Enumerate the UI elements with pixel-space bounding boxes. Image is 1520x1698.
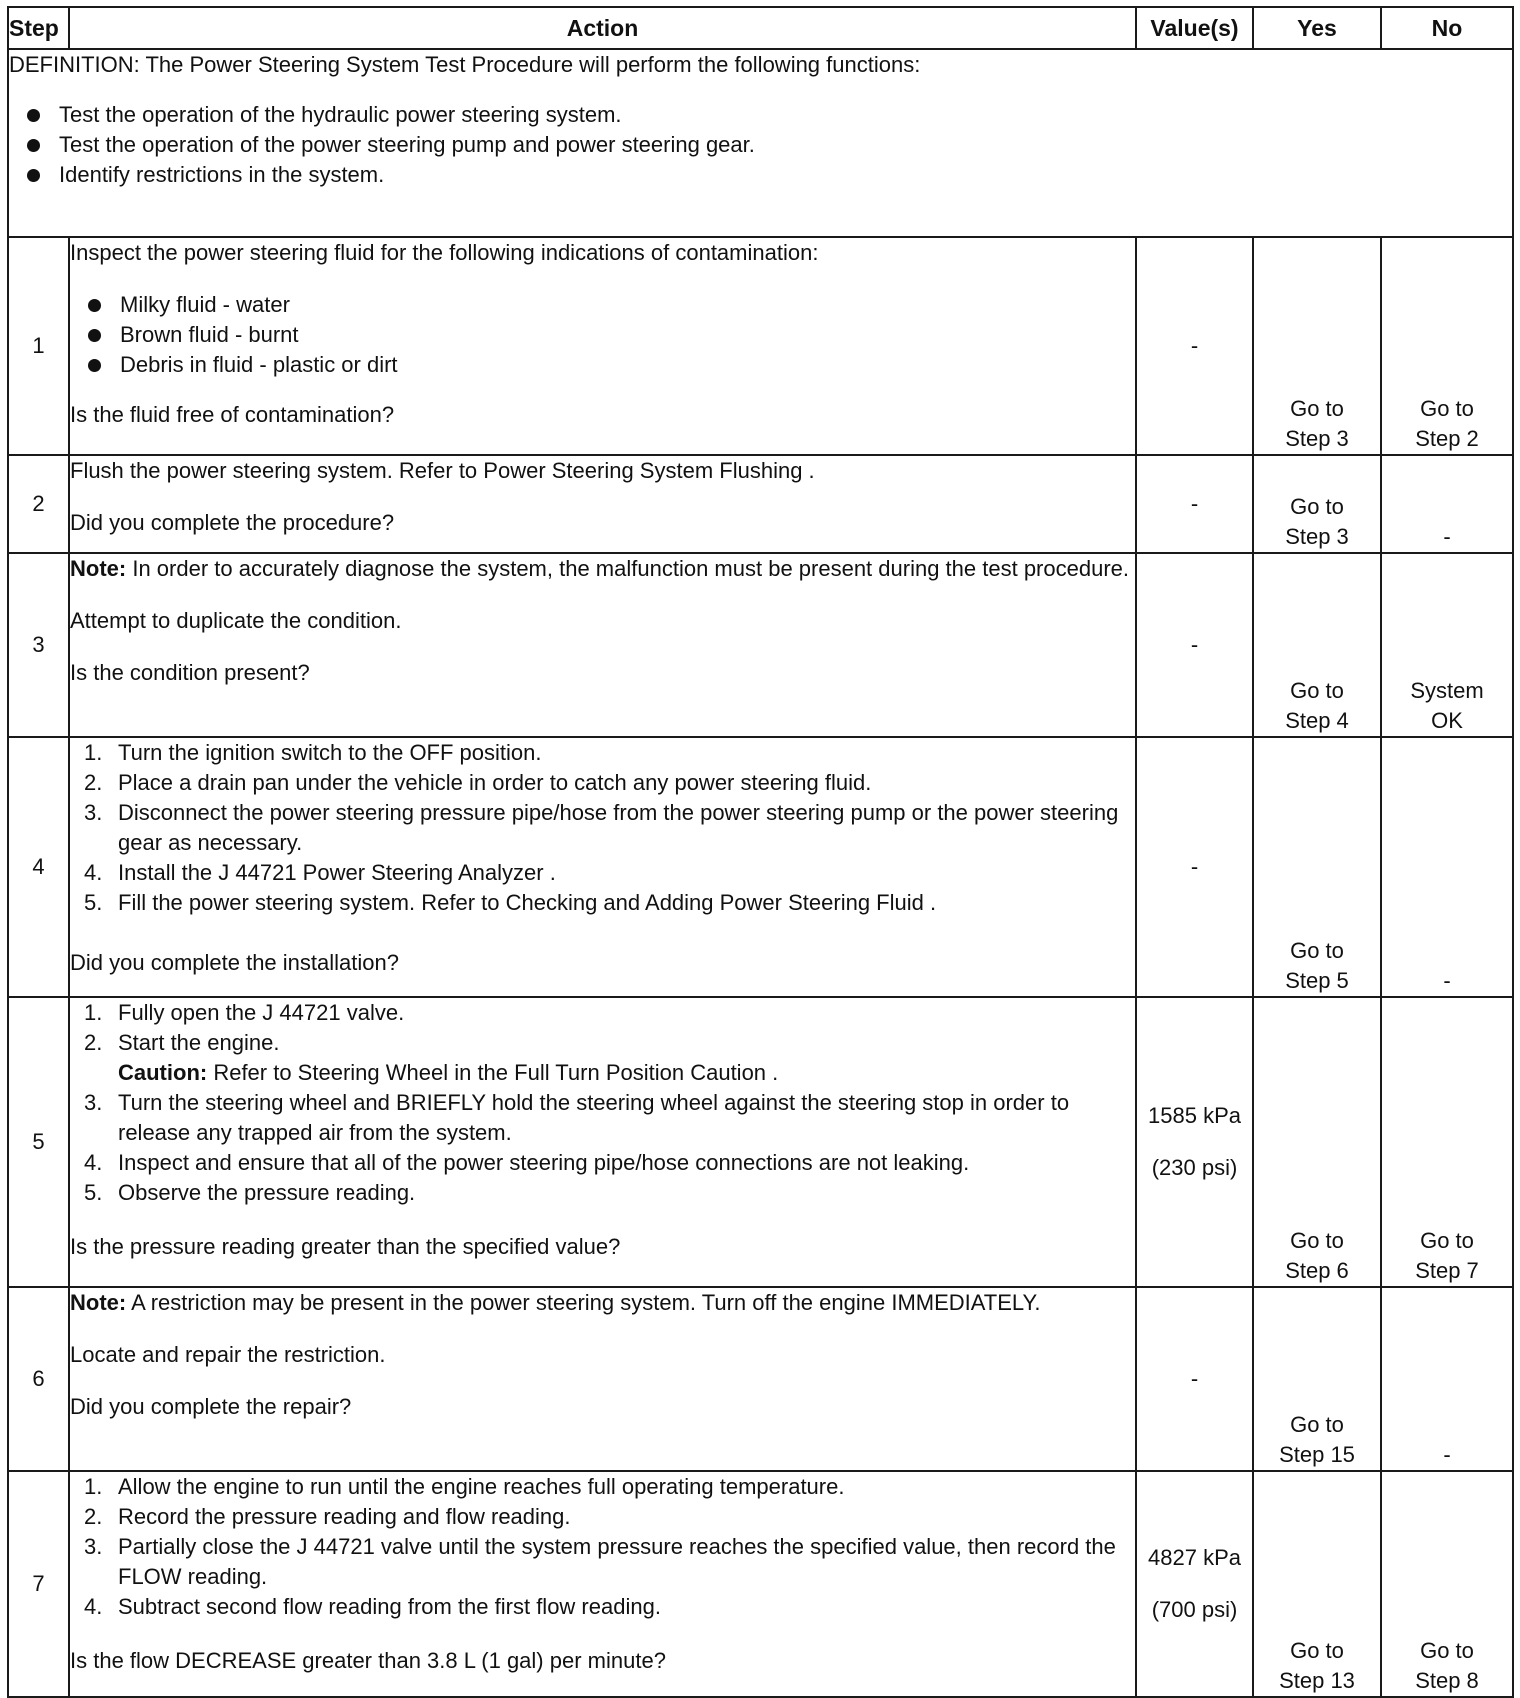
list-number: 2. xyxy=(84,1504,103,1529)
yes-step: Step 3 xyxy=(1285,426,1349,451)
header-values: Value(s) xyxy=(1136,7,1253,49)
question-text: Is the fluid free of contamination? xyxy=(70,402,395,427)
list-text: Inspect and ensure that all of the power steering pipe/hose connections are not leaking. xyxy=(118,1150,970,1175)
yes-step: Step 13 xyxy=(1279,1668,1355,1693)
table-row xyxy=(8,1471,1513,1697)
question-text: Did you complete the installation? xyxy=(70,950,399,975)
no-cell: - xyxy=(1381,737,1513,997)
yes-cell xyxy=(1253,455,1381,553)
action-cell xyxy=(69,237,1136,455)
yes-cell xyxy=(1253,237,1381,455)
list-text: Turn the steering wheel and BRIEFLY hold the steering wheel against the steering stop in order to release any trapped air from the system. xyxy=(118,1090,1070,1145)
list-item: Brown fluid - burnt xyxy=(84,320,1135,350)
note-label: Note: xyxy=(70,1290,127,1315)
yes-step: Step 5 xyxy=(1285,968,1349,993)
list-item xyxy=(84,1028,1135,1088)
header-no: No xyxy=(1381,7,1513,49)
list-number: 4. xyxy=(84,1594,103,1619)
no-step: Step 8 xyxy=(1415,1668,1479,1693)
yes-text: Go to xyxy=(1290,1412,1344,1437)
no-cell xyxy=(1381,1471,1513,1697)
definition-text: DEFINITION: The Power Steering System Test Procedure will perform the following functions: xyxy=(9,52,921,77)
action-cell xyxy=(69,553,1136,737)
yes-text: Go to xyxy=(1290,678,1344,703)
list-number: 3. xyxy=(84,1534,103,1559)
table-row xyxy=(8,553,1513,737)
list-item xyxy=(84,1472,1135,1502)
list-text: Disconnect the power steering pressure pipe/hose from the power steering pump or the power steering gear as necessary. xyxy=(118,800,1119,855)
list-number: 5. xyxy=(84,1180,103,1205)
no-cell xyxy=(1381,997,1513,1287)
step-number: 3 xyxy=(8,553,69,737)
note-paragraph xyxy=(70,1288,1135,1318)
no-cell: - xyxy=(1381,455,1513,553)
action-cell xyxy=(69,737,1136,997)
step-number: 2 xyxy=(8,455,69,553)
list-text: Allow the engine to run until the engine reaches full operating temperature. xyxy=(118,1474,845,1499)
numbered-list xyxy=(70,738,1135,918)
value-cell: - xyxy=(1136,553,1253,737)
question-text: Did you complete the repair? xyxy=(70,1394,352,1419)
action-cell xyxy=(69,1287,1136,1471)
no-step: Step 2 xyxy=(1415,426,1479,451)
no-cell xyxy=(1381,553,1513,737)
list-item xyxy=(84,998,1135,1028)
value-cell xyxy=(1136,997,1253,1287)
caution-label: Caution: xyxy=(118,1060,208,1085)
yes-text: Go to xyxy=(1290,494,1344,519)
definition-row xyxy=(8,49,1513,237)
yes-cell xyxy=(1253,553,1381,737)
step-number: 5 xyxy=(8,997,69,1287)
list-text: Start the engine. xyxy=(118,1030,280,1055)
definition-bullets xyxy=(9,100,1512,190)
value-imperial: (230 psi) xyxy=(1151,1155,1238,1180)
list-item xyxy=(84,888,1135,918)
list-text: Record the pressure reading and flow reading. xyxy=(118,1504,571,1529)
yes-step: Step 6 xyxy=(1285,1258,1349,1283)
value-cell: - xyxy=(1136,737,1253,997)
header-row xyxy=(8,7,1513,49)
no-text: Go to xyxy=(1420,1228,1474,1253)
list-item: Debris in fluid - plastic or dirt xyxy=(84,350,1135,380)
action-text: Flush the power steering system. Refer to Power Steering System Flushing . xyxy=(70,458,815,483)
list-number: 2. xyxy=(84,1030,103,1055)
question-text: Is the flow DECREASE greater than 3.8 L (1 gal) per minute? xyxy=(70,1648,666,1673)
value-metric: 4827 kPa xyxy=(1148,1545,1241,1570)
list-number: 1. xyxy=(84,1474,103,1499)
question-text: Is the condition present? xyxy=(70,660,310,685)
list-item xyxy=(84,1592,1135,1622)
no-step: Step 7 xyxy=(1415,1258,1479,1283)
list-text: Place a drain pan under the vehicle in order to catch any power steering fluid. xyxy=(118,770,872,795)
value-cell: - xyxy=(1136,237,1253,455)
list-item xyxy=(84,1148,1135,1178)
list-number: 5. xyxy=(84,890,103,915)
list-text: Install the J 44721 Power Steering Analyzer . xyxy=(118,860,556,885)
contamination-list xyxy=(70,290,1135,380)
action-text: Inspect the power steering fluid for the following indications of contamination: xyxy=(70,240,819,265)
yes-cell xyxy=(1253,1471,1381,1697)
list-item xyxy=(84,1532,1135,1592)
header-action: Action xyxy=(69,7,1136,49)
note-label: Note: xyxy=(70,556,127,581)
list-text: Fully open the J 44721 valve. xyxy=(118,1000,405,1025)
list-item xyxy=(84,738,1135,768)
list-text: Partially close the J 44721 valve until the system pressure reaches the specified value, then record the FLOW reading. xyxy=(118,1534,1116,1589)
note-paragraph xyxy=(70,554,1135,584)
list-text: Subtract second flow reading from the first flow reading. xyxy=(118,1594,661,1619)
no-text: Go to xyxy=(1420,1638,1474,1663)
definition-cell xyxy=(8,49,1513,237)
question-text: Is the pressure reading greater than the specified value? xyxy=(70,1234,621,1259)
list-item: Milky fluid - water xyxy=(84,290,1135,320)
yes-text: Go to xyxy=(1290,938,1344,963)
caution-text: Refer to Steering Wheel in the Full Turn Position Caution . xyxy=(207,1060,779,1085)
value-cell xyxy=(1136,1471,1253,1697)
value-imperial: (700 psi) xyxy=(1151,1597,1238,1622)
numbered-list xyxy=(70,1472,1135,1622)
list-item xyxy=(84,1088,1135,1148)
value-cell: - xyxy=(1136,1287,1253,1471)
yes-text: Go to xyxy=(1290,396,1344,421)
step-number: 4 xyxy=(8,737,69,997)
procedure-table xyxy=(7,6,1514,1698)
list-item xyxy=(84,1178,1135,1208)
value-metric: 1585 kPa xyxy=(1148,1103,1241,1128)
list-text: Turn the ignition switch to the OFF position. xyxy=(118,740,542,765)
list-number: 2. xyxy=(84,770,103,795)
yes-cell xyxy=(1253,737,1381,997)
list-number: 3. xyxy=(84,800,103,825)
yes-cell xyxy=(1253,1287,1381,1471)
list-number: 1. xyxy=(84,740,103,765)
no-cell xyxy=(1381,237,1513,455)
step-number: 6 xyxy=(8,1287,69,1471)
yes-step: Step 15 xyxy=(1279,1442,1355,1467)
yes-text: Go to xyxy=(1290,1638,1344,1663)
yes-step: Step 3 xyxy=(1285,524,1349,549)
list-number: 4. xyxy=(84,860,103,885)
step-number: 1 xyxy=(8,237,69,455)
action-cell xyxy=(69,1471,1136,1697)
list-item: Test the operation of the hydraulic power steering system. xyxy=(23,100,1512,130)
yes-step: Step 4 xyxy=(1285,708,1349,733)
action-text: Locate and repair the restriction. xyxy=(70,1342,386,1367)
table-row xyxy=(8,737,1513,997)
list-number: 1. xyxy=(84,1000,103,1025)
action-cell xyxy=(69,455,1136,553)
list-item xyxy=(84,858,1135,888)
note-text: A restriction may be present in the power steering system. Turn off the engine IMMEDIATELY. xyxy=(126,1290,1041,1315)
step-number: 7 xyxy=(8,1471,69,1697)
value-cell: - xyxy=(1136,455,1253,553)
table-row xyxy=(8,237,1513,455)
list-text: Observe the pressure reading. xyxy=(118,1180,416,1205)
yes-text: Go to xyxy=(1290,1228,1344,1253)
list-item xyxy=(84,1502,1135,1532)
list-text: Fill the power steering system. Refer to Checking and Adding Power Steering Fluid . xyxy=(118,890,937,915)
numbered-list xyxy=(70,998,1135,1208)
list-item: Test the operation of the power steering pump and power steering gear. xyxy=(23,130,1512,160)
no-cell: - xyxy=(1381,1287,1513,1471)
list-number: 4. xyxy=(84,1150,103,1175)
no-text: System xyxy=(1410,678,1484,703)
yes-cell xyxy=(1253,997,1381,1287)
list-item: Identify restrictions in the system. xyxy=(23,160,1512,190)
table-row xyxy=(8,997,1513,1287)
no-text: Go to xyxy=(1420,396,1474,421)
action-cell xyxy=(69,997,1136,1287)
table-row xyxy=(8,1287,1513,1471)
action-text: Attempt to duplicate the condition. xyxy=(70,608,402,633)
list-item xyxy=(84,768,1135,798)
note-text: In order to accurately diagnose the system, the malfunction must be present during the test procedure. xyxy=(126,556,1129,581)
list-number: 3. xyxy=(84,1090,103,1115)
header-yes: Yes xyxy=(1253,7,1381,49)
table-row xyxy=(8,455,1513,553)
no-step: OK xyxy=(1431,708,1463,733)
question-text: Did you complete the procedure? xyxy=(70,510,395,535)
list-item xyxy=(84,798,1135,858)
header-step: Step xyxy=(8,7,69,49)
